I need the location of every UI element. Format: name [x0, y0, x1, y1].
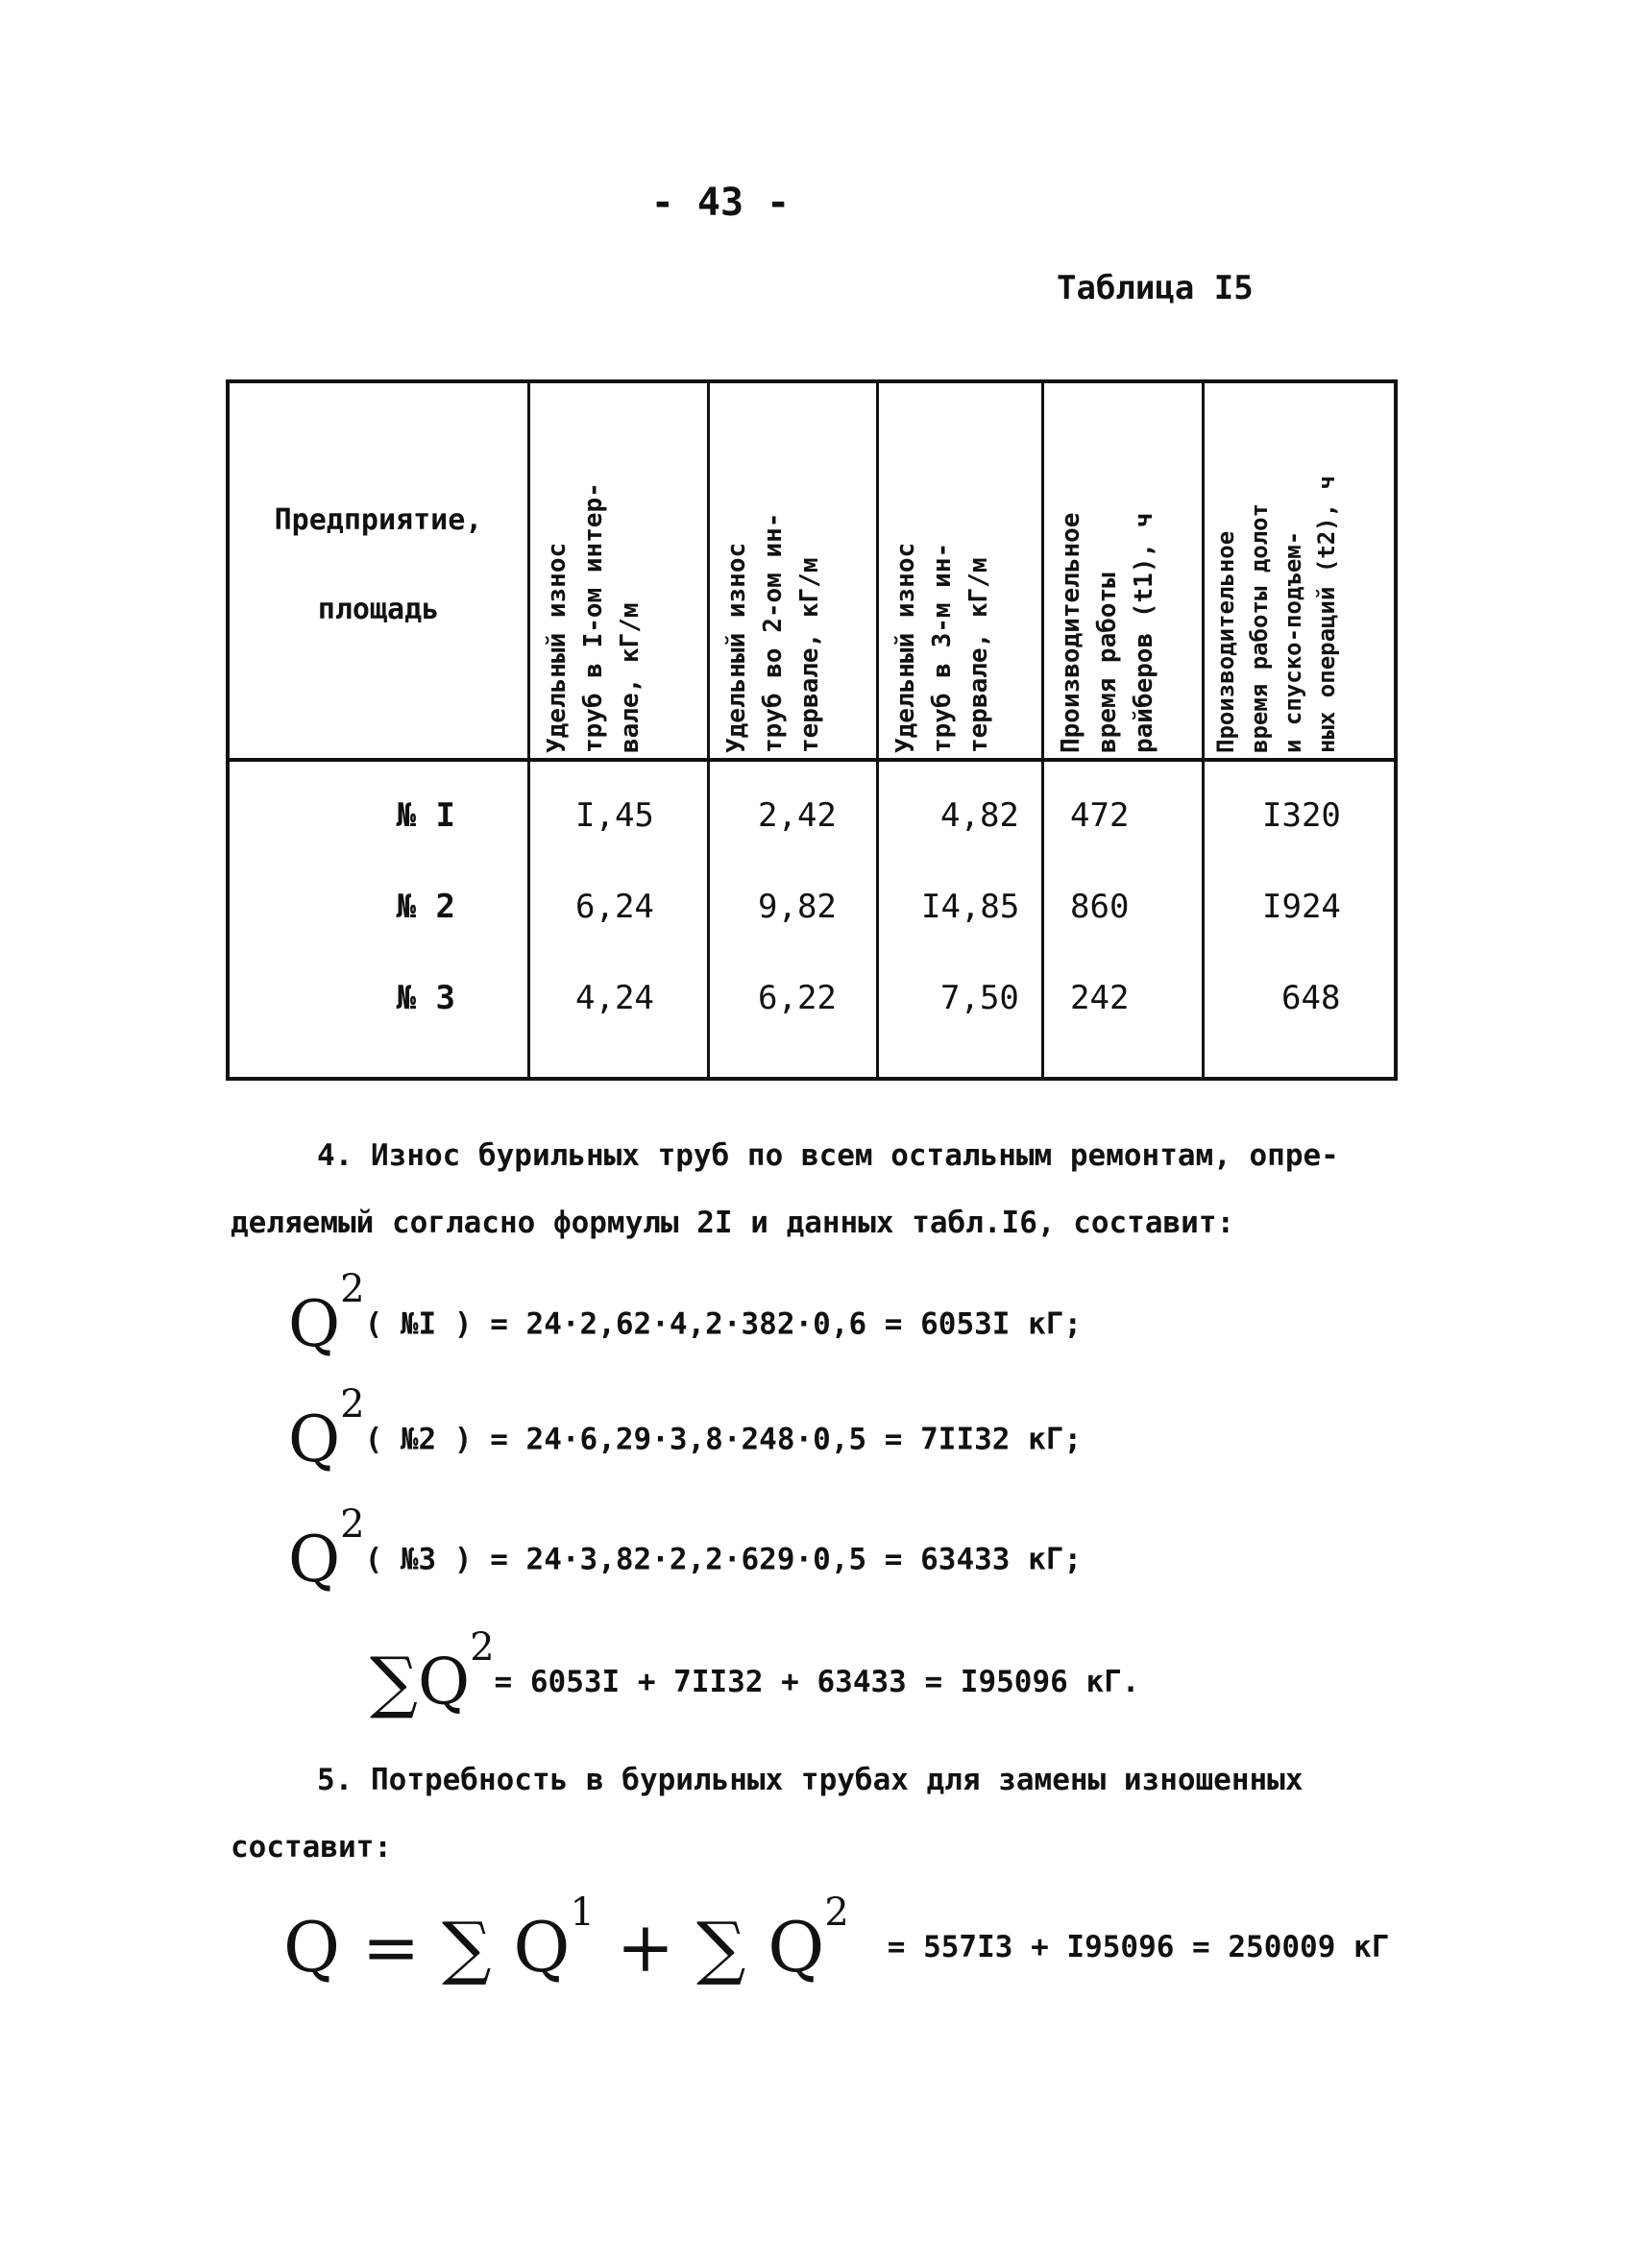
total-formula — [283, 1890, 1390, 2012]
table-header-divider — [230, 758, 1394, 762]
sum-equation-text: = 6053I + 7II32 + 63433 = I95096 кГ. — [494, 1665, 1140, 1699]
formula-rhs: = 557I3 + I95096 = 250009 кГ — [887, 1930, 1390, 1964]
data-table — [226, 379, 1398, 1081]
sum-equation — [370, 1624, 1140, 1729]
column-header-5: Производительное время работы долот и спуско-подъем- ных операций (t2), ч — [1212, 476, 1340, 753]
table-cell: I4,85 — [921, 888, 1020, 926]
table-cell: I924 — [1262, 888, 1341, 926]
row-label: № 2 — [396, 888, 455, 926]
table-divider — [527, 383, 530, 1077]
equation-text: ( №3 ) = 24·3,82·2,2·629·0,5 = 63433 кГ; — [364, 1542, 1083, 1577]
page-number: - 43 - — [650, 181, 791, 225]
table-cell: 860 — [1070, 888, 1130, 926]
table-divider — [707, 383, 710, 1077]
table-cell: I320 — [1262, 796, 1341, 835]
superscript: 1 — [570, 1890, 595, 1935]
table-divider — [1202, 383, 1205, 1077]
row-label: № 3 — [396, 979, 455, 1017]
table-cell: 4,82 — [940, 796, 1019, 835]
table-cell: 2,42 — [758, 796, 837, 835]
q-symbol: Q — [288, 1287, 341, 1361]
superscript: 2 — [340, 1502, 365, 1547]
corner-header-line2: площадь — [317, 593, 440, 626]
sigma-symbol: ∑ — [370, 1643, 418, 1721]
table-cell: 4,24 — [575, 979, 654, 1017]
equation-text: ( №I ) = 24·2,62·4,2·382·0,6 = 6053I кГ; — [364, 1306, 1083, 1342]
equation-2 — [288, 1382, 1083, 1489]
paragraph-5-line1: 5. Потребность в бурильных трубах для замены изношенных — [317, 1763, 1304, 1797]
q-symbol: Q — [288, 1402, 341, 1476]
table-cell: 6,24 — [575, 888, 654, 926]
superscript: 2 — [470, 1624, 495, 1670]
paragraph-4-line1: 4. Износ бурильных труб по всем остальным ремонтам, опре- — [317, 1138, 1339, 1173]
column-header-3: Удельный износ труб в 3-м ин- тервале, кГ/м — [891, 542, 993, 753]
row-label: № I — [396, 796, 455, 835]
equation-1 — [288, 1267, 1083, 1374]
q-symbol: Q — [417, 1645, 471, 1719]
superscript: 2 — [824, 1890, 849, 1935]
equation-text: ( №2 ) = 24·6,29·3,8·248·0,5 = 7II32 кГ; — [364, 1422, 1083, 1457]
paragraph-4-line2: деляемый согласно формулы 2I и данных табл.I6, составит: — [231, 1206, 1235, 1240]
table-cell: 7,50 — [940, 979, 1019, 1017]
column-header-1: Удельный износ труб в I-ом интер- вале, кГ/м — [543, 482, 645, 753]
table-cell: I,45 — [575, 796, 654, 835]
table-cell: 472 — [1070, 796, 1130, 835]
column-header-2: Удельный износ труб во 2-ом ин- тервале, кГ/м — [722, 512, 824, 753]
equation-3 — [288, 1502, 1083, 1609]
column-header-4: Производительное время работы райберов (t1), ч — [1057, 512, 1158, 753]
q-symbol: Q — [288, 1523, 341, 1597]
paragraph-5-line2: составит: — [231, 1830, 392, 1865]
table-divider — [876, 383, 879, 1077]
table-cell: 9,82 — [758, 888, 837, 926]
superscript: 2 — [340, 1382, 365, 1427]
formula-lhs: Q = ∑ Q — [283, 1907, 571, 1988]
superscript: 2 — [340, 1267, 365, 1311]
formula-mid: + ∑ Q — [594, 1907, 825, 1988]
table-divider — [1041, 383, 1044, 1077]
table-cell: 242 — [1070, 979, 1130, 1017]
table-cell: 648 — [1281, 979, 1341, 1017]
corner-header-line1: Предприятие, — [274, 503, 483, 537]
table-caption: Таблица I5 — [1057, 269, 1254, 307]
table-cell: 6,22 — [758, 979, 837, 1017]
